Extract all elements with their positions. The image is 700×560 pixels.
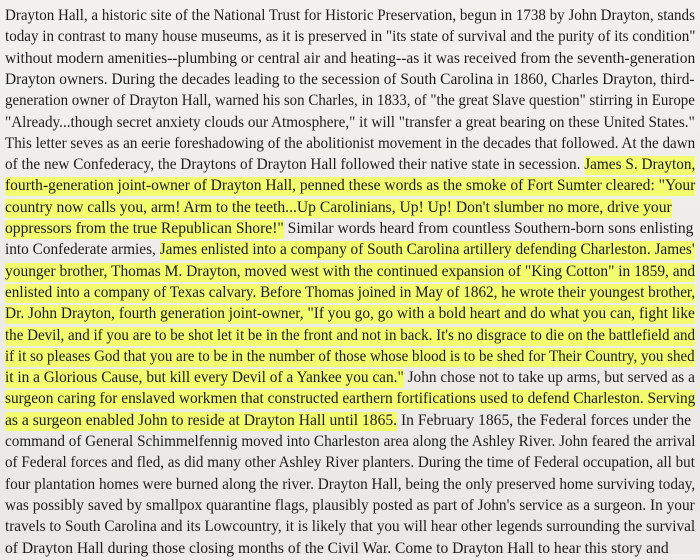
- text-run: today in contrast to many house museums, as it is preserved in "its state of survival and the purity of its condition": [5, 28, 696, 46]
- highlighted-text: country now calls you, arm! Arm to the teeth...Up Carolinians, Up! Up! Don't slumber no more, drive your: [5, 198, 672, 216]
- text-run: Drayton owners. During the decades leading to the secession of South Carolina in 1860, Charles Drayton, third-: [5, 70, 695, 88]
- text-run: generation owner of Drayton Hall, warned his son Charles, in 1833, of "the great Slave question" stirring in Europe: [5, 92, 695, 110]
- text-run: command of General Schimmelfennig moved into Charleston area along the Ashley River. John feared the arrival: [5, 433, 696, 450]
- highlighted-text: James S. Drayton,: [584, 156, 696, 174]
- text-line: [5, 196, 672, 219]
- highlighted-text: Dr. John Drayton, fourth generation joint-owner, "If you go, go with a bold heart and do what you can, fight like: [5, 305, 695, 323]
- text-line: [5, 238, 695, 261]
- text-line: [5, 494, 695, 517]
- text-line: [5, 217, 693, 240]
- text-line: [5, 4, 695, 27]
- text-line: [5, 281, 695, 304]
- highlighted-text: surgeon caring for enslaved workmen that constructed earthern fortifications used to defend Charleston. Serving: [5, 390, 696, 408]
- text-run: into Confederate armies,: [5, 241, 160, 259]
- highlighted-text: as a surgeon enabled John to reside at Drayton Hall until 1865.: [5, 411, 398, 429]
- text-line: [5, 260, 695, 283]
- text-run: John chose not to take up arms, but served as a: [403, 369, 695, 387]
- text-line: [5, 324, 695, 347]
- text-line: [5, 537, 669, 560]
- text-run: of the new Confederacy, the Draytons of Drayton Hall followed their native state in secession.: [5, 156, 585, 174]
- text-line: [5, 68, 695, 91]
- text-line: [5, 366, 695, 389]
- text-run: without modern amenities--plumbing or central air and heating--as it was received from the seventh-generation: [5, 49, 696, 67]
- text-line: [5, 153, 695, 176]
- text-run: four plantation homes were burned along the river. Drayton Hall, being the only preserved home surviving today,: [5, 475, 696, 493]
- highlighted-text: oppressors from the true Republican Shore!": [5, 220, 284, 237]
- highlighted-text: if it so pleases God that you are to be in the number of those whose blood is to be shed for Their Country, you shed: [5, 347, 695, 365]
- text-run: was possibly saved by smallpox quarantine flags, plausibly posted as part of John's service as a surgeon. In your: [5, 496, 695, 514]
- text-line: [5, 25, 695, 48]
- highlighted-text: the Devil, and if you are to be shot let it be in the front and not in back. It's no disgrace to die on the battlefield and: [5, 326, 696, 344]
- text-run: "Already...though secret anxiety clouds our Atmosphere," it will "transfer a great bearing on these United States.": [5, 113, 695, 131]
- text-line: [5, 47, 695, 70]
- text-run: travels to South Carolina and its Lowcountry, it is likely that you will hear other legends surrounding the survival: [5, 518, 696, 536]
- text-line: [5, 515, 695, 538]
- text-line: [5, 451, 695, 474]
- highlighted-text: James enlisted into a company of South Carolina artillery defending Charleston. James': [159, 241, 695, 259]
- highlighted-text: enlisted into a company of Texas calvary. Before Thomas joined in May of 1862, he wrote their youngest brother,: [5, 283, 696, 301]
- text-line: [5, 387, 695, 410]
- text-run: This letter seves as an eerie foreshadowing of the abolitionist movement in the decades that followed. At the dawn: [5, 134, 696, 152]
- text-run: Drayton Hall, a historic site of the National Trust for Historic Preservation, begun in 1738 by John Drayton, stands: [5, 7, 695, 24]
- text-line: [5, 409, 691, 432]
- text-line: [5, 89, 695, 112]
- text-run: of Federal forces and fled, as did many other Ashley River planters. During the time of Federal occupation, all but: [5, 454, 695, 472]
- highlighted-text: younger brother, Thomas M. Drayton, moved west with the continued expansion of "King Cotton" in 1859, and: [5, 262, 696, 280]
- text-line: [5, 430, 695, 453]
- text-line: [5, 174, 695, 197]
- text-line: [5, 302, 695, 325]
- highlighted-text: fourth-generation joint-owner of Drayton Hall, penned these words as the smoke of Fort Sumter cleared: "Your: [5, 177, 696, 195]
- text-run: of Drayton Hall during those closing months of the Civil War. Come to Drayton Hall to hear this story and: [5, 539, 669, 557]
- text-line: [5, 345, 695, 368]
- text-run: In February 1865, the Federal forces under the: [397, 411, 692, 429]
- text-line: [5, 132, 695, 155]
- highlighted-text: it in a Glorious Cause, but kill every Devil of a Yankee you can.": [5, 369, 404, 387]
- text-run: Similar words heard from countless Southern-born sons enlisting: [283, 220, 694, 237]
- text-line: [5, 473, 695, 496]
- text-line: [5, 111, 695, 134]
